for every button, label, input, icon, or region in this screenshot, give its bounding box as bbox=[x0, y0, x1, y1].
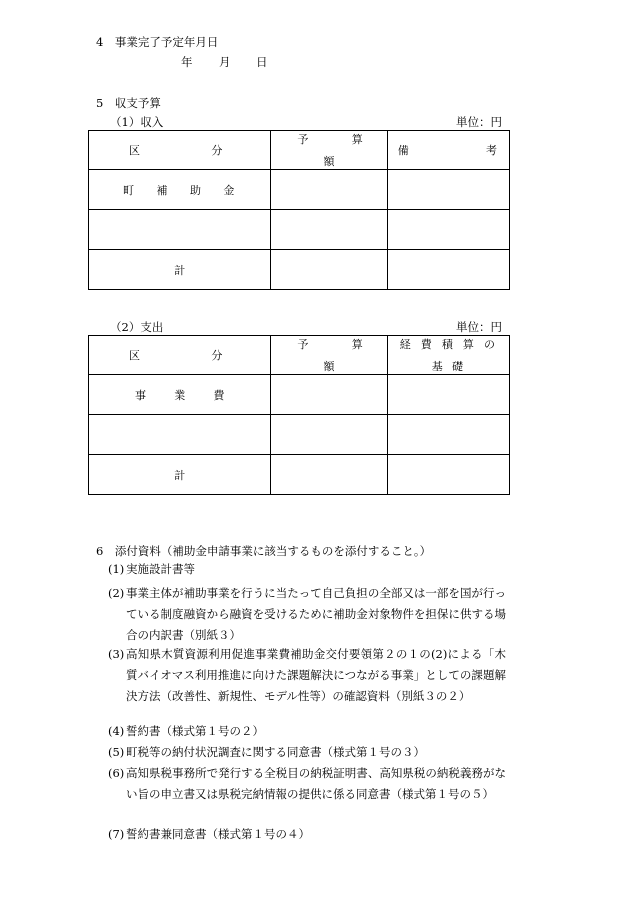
income-row-remarks-cell[interactable] bbox=[387, 170, 509, 210]
income-total-budget-cell[interactable] bbox=[271, 250, 387, 290]
table-row bbox=[89, 250, 510, 290]
expense-row-basis-cell[interactable] bbox=[387, 415, 509, 455]
income-row-remarks-cell[interactable] bbox=[387, 210, 509, 250]
table-row bbox=[89, 455, 510, 495]
income-header-row bbox=[89, 131, 510, 170]
income-row-label bbox=[89, 210, 271, 250]
expense-total-budget-cell[interactable] bbox=[271, 455, 387, 495]
section6-heading: 6 添付資料（補助金申請事業に該当するものを添付すること。） bbox=[96, 544, 432, 558]
list-item: 高知県税事務所で発行する全税目の納税証明書、高知県税の納税義務がない旨の申立書又は県税完納情報の提供に係る同意書（様式第１号の５） bbox=[126, 766, 506, 801]
expense-unit: 単位：円 bbox=[456, 320, 502, 334]
list-item: 誓約書（様式第１号の２） bbox=[126, 724, 264, 738]
expense-header-basis: 経 費 積 算 の 基 礎 bbox=[387, 336, 509, 375]
expense-table bbox=[88, 335, 510, 495]
list-item-number: (7) bbox=[108, 827, 125, 841]
income-table bbox=[88, 130, 510, 290]
list-item-number: (3) bbox=[108, 647, 125, 661]
list-item: 事業主体が補助事業を行うに当たって自己負担の全部又は一部を国が行っている制度融資から融資を受けるために補助金対象物件を担保に供する場合の内訳書（別紙３） bbox=[126, 586, 506, 642]
table-row bbox=[89, 210, 510, 250]
expense-header-category: 区 分 bbox=[89, 336, 271, 375]
date-month-label: 月 bbox=[219, 55, 231, 69]
list-item: 町税等の納付状況調査に関する同意書（様式第１号の３） bbox=[126, 745, 425, 759]
expense-header-row bbox=[89, 336, 510, 375]
expense-row-label: 事 業 費 bbox=[89, 375, 271, 415]
expense-row-budget-cell[interactable] bbox=[271, 415, 387, 455]
list-item-number: (5) bbox=[108, 745, 125, 759]
expense-row-budget-cell[interactable] bbox=[271, 375, 387, 415]
income-row-budget-cell[interactable] bbox=[271, 170, 387, 210]
list-item-number: (6) bbox=[108, 766, 125, 780]
date-day-label: 日 bbox=[256, 55, 268, 69]
section5-heading: 5 収支予算 bbox=[96, 96, 161, 110]
income-unit: 単位：円 bbox=[456, 115, 502, 129]
expense-total-label: 計 bbox=[89, 455, 271, 495]
list-item: 高知県木質資源利用促進事業費補助金交付要領第２の１の(2)による「木質バイオマス利用推進に向けた課題解決につながる事業」としての課題解決方法（改善性、新規性、モデル性等）の確認資料（別紙３の２） bbox=[126, 647, 506, 703]
income-title: （1）収入 bbox=[110, 115, 164, 129]
income-row-budget-cell[interactable] bbox=[271, 210, 387, 250]
list-item: 実施設計書等 bbox=[126, 562, 195, 576]
income-header-budget: 予 算 額 bbox=[271, 131, 387, 170]
table-row bbox=[89, 170, 510, 210]
date-year-label: 年 bbox=[181, 55, 193, 69]
table-row bbox=[89, 415, 510, 455]
section4-heading: 4 事業完了予定年月日 bbox=[96, 35, 219, 49]
list-item-number: (2) bbox=[108, 586, 125, 600]
expense-row-label bbox=[89, 415, 271, 455]
expense-header-budget: 予 算 額 bbox=[271, 336, 387, 375]
income-row-label: 町 補 助 金 bbox=[89, 170, 271, 210]
table-row bbox=[89, 375, 510, 415]
income-header-remarks: 備 考 bbox=[387, 131, 509, 170]
list-item: 誓約書兼同意書（様式第１号の４） bbox=[126, 827, 310, 841]
income-header-category: 区 分 bbox=[89, 131, 271, 170]
expense-title: （2）支出 bbox=[110, 320, 164, 334]
income-total-label: 計 bbox=[89, 250, 271, 290]
income-total-remarks-cell[interactable] bbox=[387, 250, 509, 290]
list-item-number: (1) bbox=[108, 562, 125, 576]
expense-total-basis-cell[interactable] bbox=[387, 455, 509, 495]
expense-row-basis-cell[interactable] bbox=[387, 375, 509, 415]
list-item-number: (4) bbox=[108, 724, 125, 738]
